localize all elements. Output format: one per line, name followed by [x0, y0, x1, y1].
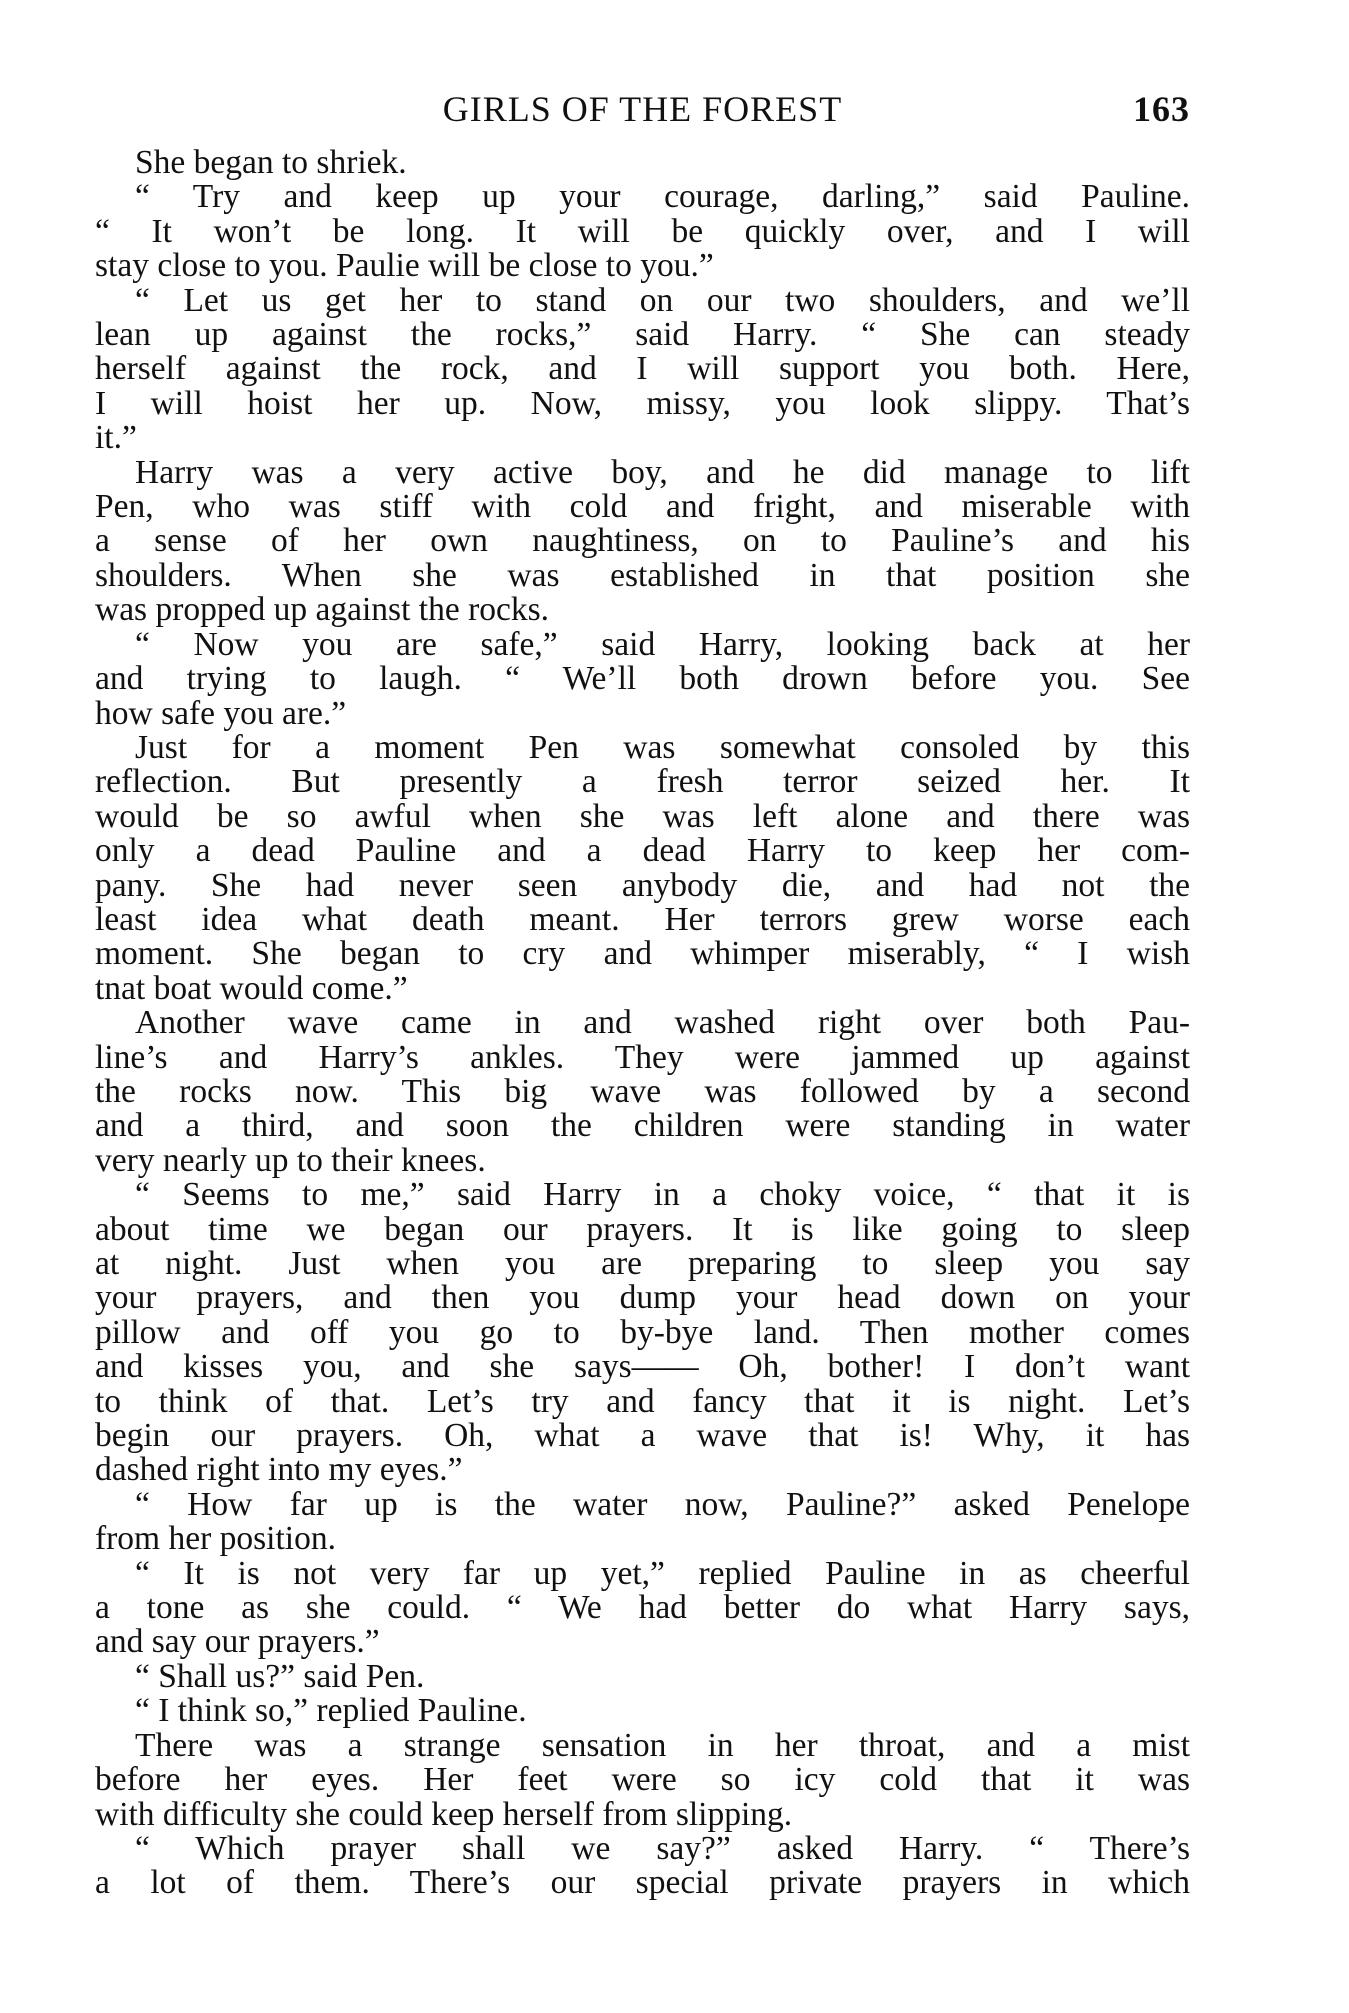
text-line: before her eyes. Her feet were so icy cold that it was: [95, 1761, 1190, 1799]
text-line: and a third, and soon the children were standing in water: [95, 1107, 1190, 1145]
text-line: your prayers, and then you dump your head down on your: [95, 1279, 1190, 1317]
text-line: lean up against the rocks,” said Harry. “ She can steady: [95, 316, 1190, 354]
text-line: the rocks now. This big wave was followed by a second: [95, 1072, 1190, 1110]
text-line: herself against the rock, and I will support you both. Here,: [95, 350, 1190, 388]
text-line: a lot of them. There’s our special private prayers in which: [95, 1864, 1190, 1902]
text-line: “ Which prayer shall we say?” asked Harry. “ There’s: [135, 1829, 1190, 1867]
text-line: from her position.: [95, 1520, 336, 1558]
text-line: and say our prayers.”: [95, 1623, 380, 1661]
text-line: reflection. But presently a fresh terror seized her. It: [95, 763, 1190, 801]
text-line: tnat boat would come.”: [95, 969, 408, 1007]
page-number: 163: [1133, 89, 1190, 129]
text-line: begin our prayers. Oh, what a wave that is! Why, it has: [95, 1417, 1190, 1455]
text-line: and trying to laugh. “ We’ll both drown before you. See: [95, 660, 1190, 698]
text-line: dashed right into my eyes.”: [95, 1451, 463, 1489]
text-line: it.”: [95, 419, 137, 457]
text-line: “ It is not very far up yet,” replied Pauline in as cheerful: [135, 1554, 1190, 1592]
text-line: very nearly up to their knees.: [95, 1141, 486, 1179]
text-line: “ I think so,” replied Pauline.: [135, 1692, 527, 1730]
text-line: would be so awful when she was left alone and there was: [95, 797, 1190, 835]
text-line: “ Try and keep up your courage, darling,” said Pauline.: [135, 178, 1190, 216]
text-line: least idea what death meant. Her terrors grew worse each: [95, 900, 1190, 938]
text-line: I will hoist her up. Now, missy, you look slippy. That’s: [95, 384, 1190, 422]
text-line: Harry was a very active boy, and he did manage to lift: [135, 453, 1190, 491]
text-line: moment. She began to cry and whimper miserably, “ I wish: [95, 935, 1190, 973]
running-title: GIRLS OF THE FOREST: [442, 89, 843, 129]
running-head: [95, 86, 1190, 132]
text-line: to think of that. Let’s try and fancy that it is night. Let’s: [95, 1382, 1190, 1420]
text-line: Just for a moment Pen was somewhat consoled by this: [135, 728, 1190, 766]
text-line: “ It won’t be long. It will be quickly over, and I will: [95, 212, 1190, 250]
text-line: “ Shall us?” said Pen.: [135, 1657, 425, 1695]
text-line: “ How far up is the water now, Pauline?” asked Penelope: [135, 1485, 1190, 1523]
text-line: pillow and off you go to by-bye land. Then mother comes: [95, 1313, 1190, 1351]
text-line: stay close to you. Paulie will be close to you.”: [95, 247, 714, 285]
text-line: Pen, who was stiff with cold and fright, and miserable with: [95, 488, 1190, 526]
text-line: line’s and Harry’s ankles. They were jammed up against: [95, 1038, 1190, 1076]
text-line: with difficulty she could keep herself from slipping.: [95, 1795, 793, 1833]
text-line: was propped up against the rocks.: [95, 591, 550, 629]
text-line: how safe you are.”: [95, 694, 347, 732]
text-line: shoulders. When she was established in that position she: [95, 556, 1190, 594]
text-line: at night. Just when you are preparing to sleep you say: [95, 1245, 1190, 1282]
text-line: “ Now you are safe,” said Harry, looking back at her: [135, 625, 1190, 663]
text-line: There was a strange sensation in her throat, and a mist: [135, 1726, 1190, 1764]
text-line: pany. She had never seen anybody die, and had not the: [95, 866, 1190, 904]
text-line: “ Let us get her to stand on our two shoulders, and we’ll: [135, 281, 1190, 319]
text-line: only a dead Pauline and a dead Harry to keep her com-: [95, 832, 1190, 870]
text-line: a sense of her own naughtiness, on to Pauline’s and his: [95, 522, 1190, 560]
book-page: [95, 86, 1190, 1901]
text-line: and kisses you, and she says—— Oh, bother! I don’t want: [95, 1348, 1190, 1386]
text-line: about time we began our prayers. It is like going to sleep: [95, 1210, 1190, 1248]
text-line: Another wave came in and washed right over both Pau-: [135, 1004, 1190, 1042]
text-line: “ Seems to me,” said Harry in a choky voice, “ that it is: [135, 1176, 1190, 1214]
text-line: She began to shriek.: [135, 144, 407, 181]
text-line: a tone as she could. “ We had better do what Harry says,: [95, 1589, 1190, 1627]
body-text: [95, 146, 1190, 1901]
